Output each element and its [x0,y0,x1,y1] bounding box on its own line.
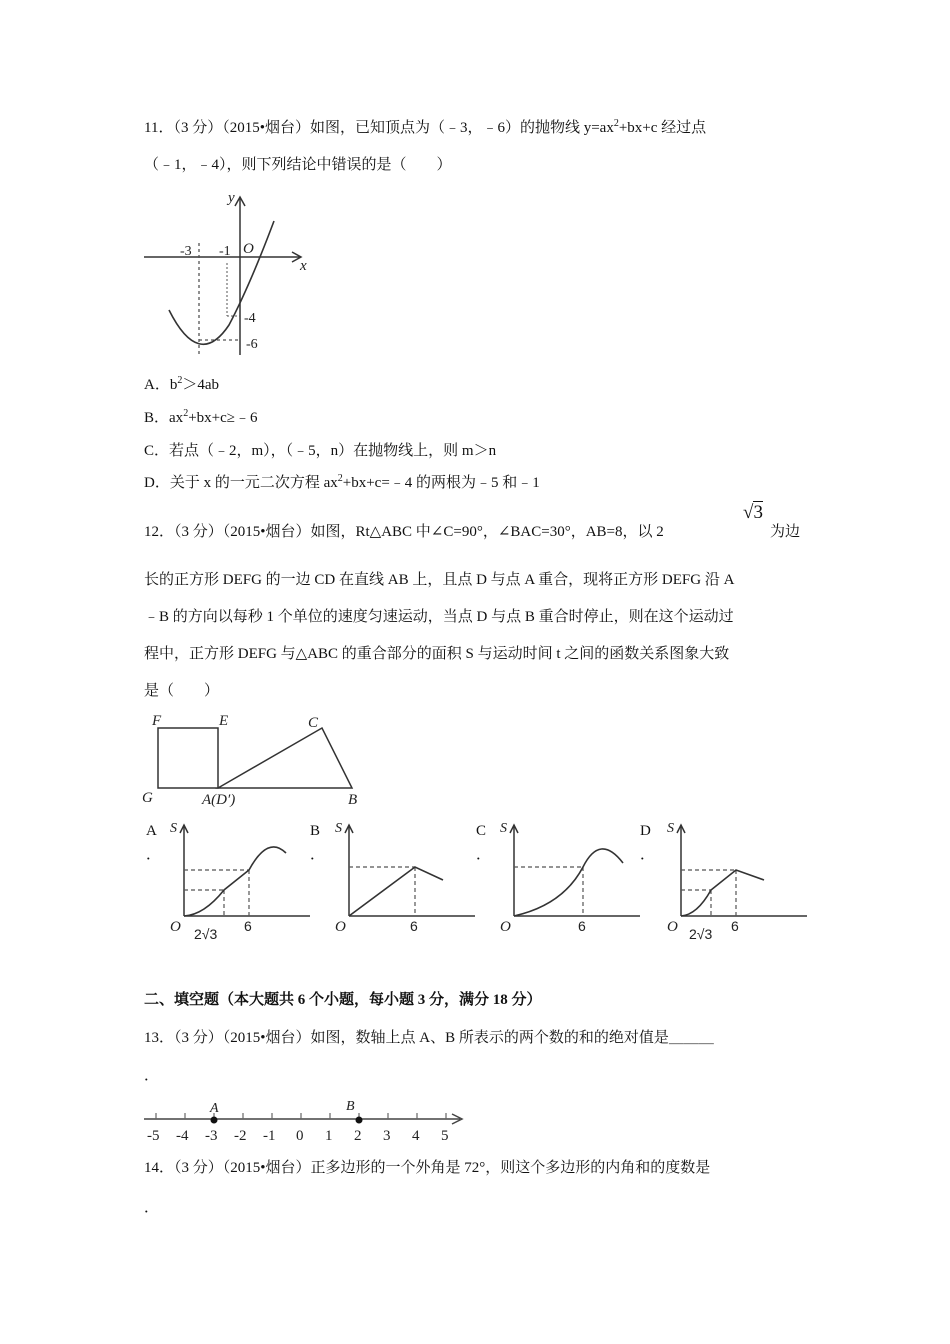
q12-stem-text: 12．（3 分）（2015•烟台）如图，Rt△ABC 中∠C=90°，∠BAC=30°，AB=8，以 2 [144,524,664,540]
tick-label: 2 [354,1128,362,1144]
q11-option-a[interactable] [144,375,219,395]
q11-stem-line1 [144,118,706,138]
tick-label: -3 [205,1128,218,1144]
option-text: ax [169,410,184,426]
option-label: D． [144,475,170,491]
q12-option-d-dot: ． [640,847,656,863]
option-text: ＞4ab [182,377,220,393]
origin-label: O [335,919,346,935]
q11-option-c[interactable] [144,441,496,461]
q12-option-c-dot: ． [476,847,492,863]
q14-stem-line2: ． [144,1200,160,1216]
q12-option-d-label[interactable]: D [640,823,651,839]
answer-blank[interactable]: ＿＿＿ [668,1030,714,1046]
q12-stem-line3: ﹣B 的方向以每秒 1 个单位的速度匀速运动，当点 D 与点 B 重合时停止，则在这个运动过 [144,609,734,625]
y-axis-label: S [667,821,674,836]
tick-label-2sqrt3: 2√3 [194,926,218,942]
point-a-marker [211,1117,218,1124]
q12-option-d-graph[interactable] [665,815,810,945]
q14-stem-line1: 14．（3 分）（2015•烟台）正多边形的一个外角是 72°，则这个多边形的内角和的度数是 [144,1160,711,1176]
q12-stem-line4: 程中，正方形 DEFG 与△ABC 的重合部分的面积 S 与运动时间 t 之间的函数关系图象大致 [144,646,730,662]
tick-label-6: 6 [410,918,418,934]
tick-label-minus4: -4 [244,311,256,326]
tick-label-minus3: -3 [180,244,192,259]
option-text: 关于 x 的一元二次方程 ax [169,475,338,491]
section-heading-fill-in: 二、填空题（本大题共 6 个小题，每小题 3 分，满分 18 分） [144,992,542,1008]
tick-label: 0 [296,1128,304,1144]
x-axis-label: x [300,258,307,274]
origin-label: O [170,919,181,935]
superscript: 2 [183,408,189,419]
q12-geometry-figure [140,705,370,810]
y-axis-label: S [170,821,177,836]
option-text: +bx+c≥﹣6 [188,410,258,426]
q12-option-a-dot: ． [146,847,162,863]
superscript: 2 [337,473,343,484]
q13-stem-line2: ． [144,1068,160,1084]
q12-option-a-label[interactable]: A [146,823,157,839]
option-text: b [169,377,178,393]
tick-label: -5 [147,1128,160,1144]
option-label: B． [144,410,170,426]
origin-label: O [500,919,511,935]
q13-stem-text: 13．（3 分）（2015•烟台）如图，数轴上点 A、B 所表示的两个数的和的绝对值是 [144,1030,669,1046]
q11-option-b[interactable] [144,408,258,428]
tick-label-minus6: -6 [246,337,258,352]
y-axis-label: y [228,190,235,206]
tick-label: -4 [176,1128,189,1144]
q12-option-c-label[interactable]: C [476,823,487,839]
superscript: 2 [613,118,619,129]
point-a-label: A [210,1101,219,1116]
q13-stem-line1 [144,1028,714,1048]
label-c: C [308,715,319,731]
q12-option-b-label[interactable]: B [310,823,321,839]
tick-label: 4 [412,1128,420,1144]
label-b: B [348,792,358,808]
origin-label: O [667,919,678,935]
tick-label-6: 6 [244,918,252,934]
q11-stem-text-b: +bx+c 经过点 [618,120,707,136]
tick-label: -2 [234,1128,247,1144]
point-b-marker [356,1117,363,1124]
q13-number-line [140,1090,480,1150]
q12-stem-line2: 长的正方形 DEFG 的一边 CD 在直线 AB 上，且点 D 与点 A 重合，现将正方形 DEFG 沿 A [144,572,735,588]
q11-stem-text-a: 11．（3 分）（2015•烟台）如图，已知顶点为（﹣3，﹣6）的抛物线 y=ax [144,120,614,136]
point-b-label: B [346,1099,355,1114]
q12-stem-line1-end: 为边 [770,524,801,540]
tick-label: 3 [383,1128,391,1144]
y-axis-label: S [335,821,342,836]
q12-option-a-graph[interactable] [168,815,313,945]
tick-label-2sqrt3: 2√3 [689,926,713,942]
sqrt-radicand: 3 [753,502,763,523]
superscript: 2 [177,375,183,386]
q11-stem-line2: （﹣1，﹣4），则下列结论中错误的是（ ） [144,157,452,173]
label-e: E [219,713,229,729]
option-label: A． [144,377,170,393]
sqrt3-symbol: √3 [743,502,763,523]
option-text: +bx+c=﹣4 的两根为﹣5 和﹣1 [342,475,540,491]
label-g: G [142,790,153,806]
q12-option-b-graph[interactable] [333,815,478,945]
tick-label: 5 [441,1128,449,1144]
tick-label-minus1: -1 [219,244,231,259]
q12-option-b-dot: ． [310,847,326,863]
q12-option-c-graph[interactable] [498,815,643,945]
q12-stem-line1 [144,522,664,542]
tick-label: 1 [325,1128,333,1144]
option-text: 若点（﹣2，m），（﹣5，n）在抛物线上，则 m＞n [169,443,497,459]
tick-label-6: 6 [578,918,586,934]
q11-option-d[interactable] [144,473,540,493]
q11-parabola-figure [140,185,320,360]
option-label: C． [144,443,170,459]
label-f: F [152,713,162,729]
label-a-dprime: A(D′) [202,792,236,808]
tick-label: -1 [263,1128,276,1144]
tick-label-6: 6 [731,918,739,934]
origin-label: O [243,241,254,257]
y-axis-label: S [500,821,507,836]
q12-stem-line5: 是（ ） [144,683,220,699]
